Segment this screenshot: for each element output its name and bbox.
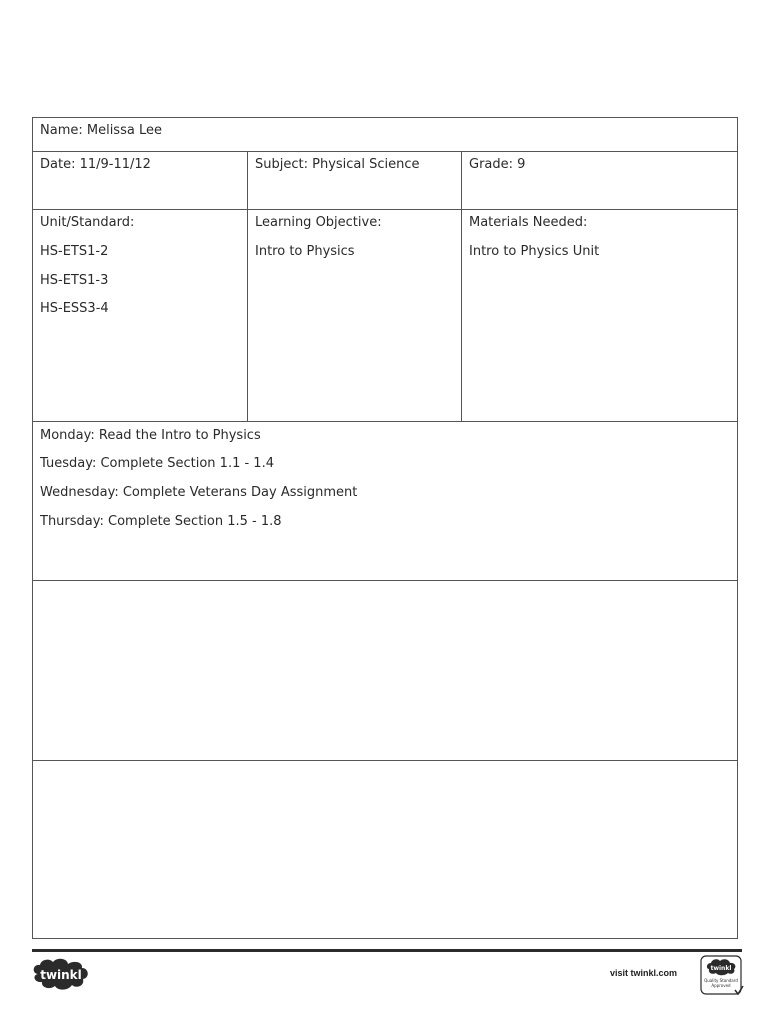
learning-objective-heading: Learning Objective:	[255, 215, 382, 230]
standard-item: HS-ETS1-2	[40, 244, 109, 259]
date-field: Date: 11/9-11/12	[40, 157, 151, 172]
logo-text: twinkl	[40, 968, 82, 982]
schedule-item: Monday: Read the Intro to Physics	[40, 428, 261, 443]
lesson-plan-form	[32, 117, 738, 939]
learning-objective-value: Intro to Physics	[255, 244, 355, 259]
twinkl-logo-icon	[30, 956, 92, 992]
schedule-item: Thursday: Complete Section 1.5 - 1.8	[40, 514, 282, 529]
materials-heading: Materials Needed:	[469, 215, 588, 230]
standard-item: HS-ETS1-3	[40, 273, 109, 288]
learning-objective-cell	[247, 209, 462, 422]
empty-section	[32, 760, 738, 939]
unit-standard-heading: Unit/Standard:	[40, 215, 135, 230]
badge-line1: Quality Standard	[704, 978, 738, 983]
subject-field: Subject: Physical Science	[255, 157, 420, 172]
materials-value: Intro to Physics Unit	[469, 244, 600, 259]
badge-line2: Approved	[711, 983, 731, 988]
quality-badge-icon	[700, 955, 744, 997]
name-field: Name: Melissa Lee	[40, 123, 162, 138]
schedule-item: Tuesday: Complete Section 1.1 - 1.4	[40, 456, 274, 471]
empty-section	[32, 580, 738, 761]
standard-item: HS-ESS3-4	[40, 301, 109, 316]
schedule-cell	[32, 421, 738, 581]
grade-field: Grade: 9	[469, 157, 526, 172]
footer-rule	[32, 949, 742, 952]
materials-cell	[461, 209, 738, 422]
visit-link[interactable]: visit twinkl.com	[610, 968, 678, 978]
badge-brand: twinkl	[710, 965, 732, 972]
schedule-item: Wednesday: Complete Veterans Day Assignment	[40, 485, 358, 500]
